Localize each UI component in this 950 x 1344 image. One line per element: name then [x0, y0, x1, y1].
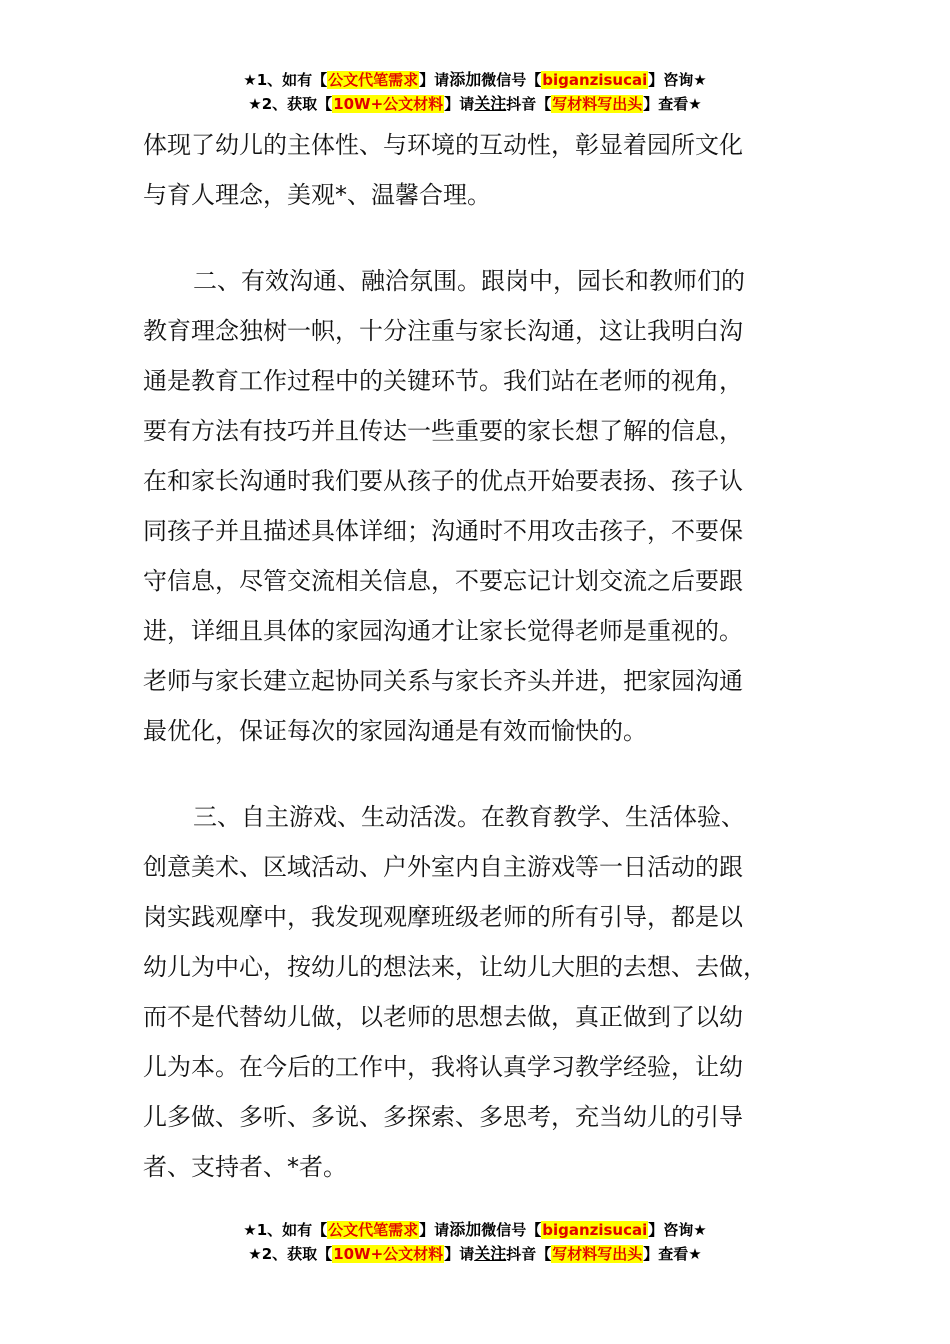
- highlight-douyin: 写材料写出头: [552, 95, 643, 113]
- text-line: 要有方法有技巧并且传达一些重要的家长想了解的信息，: [143, 417, 743, 445]
- text-line: 体现了幼儿的主体性、与环境的互动性，彰显着园所文化: [143, 131, 743, 159]
- banner-line-1: ★1、如有【公文代笔需求】请添加微信号【biganzisucai】咨询★: [243, 70, 707, 89]
- header-banner: [0, 68, 950, 116]
- text-line: 创意美术、区域活动、户外室内自主游戏等一日活动的跟: [143, 853, 743, 881]
- text-line: 最优化，保证每次的家园沟通是有效而愉快的。: [143, 717, 647, 745]
- text-line: 同孩子并且描述具体详细；沟通时不用攻击孩子，不要保: [143, 517, 743, 545]
- highlight-materials: 10W+公文材料: [333, 1245, 444, 1263]
- text-line: 守信息，尽管交流相关信息，不要忘记计划交流之后要跟: [143, 567, 743, 595]
- highlight-wechat-id: biganzisucai: [542, 1221, 648, 1239]
- text-line: 岗实践观摩中，我发现观摩班级老师的所有引导，都是以: [143, 903, 743, 931]
- highlight-service: 公文代笔需求: [328, 71, 419, 89]
- text-line: 在和家长沟通时我们要从孩子的优点开始要表扬、孩子认: [143, 467, 743, 495]
- text-line: 进，详细且具体的家园沟通才让家长觉得老师是重视的。: [143, 617, 743, 645]
- text-line: 与育人理念，美观*、温馨合理。: [143, 181, 491, 209]
- banner-line-2: ★2、获取【10W+公文材料】请关注抖音【写材料写出头】查看★: [248, 94, 702, 113]
- banner-line-2: ★2、获取【10W+公文材料】请关注抖音【写材料写出头】查看★: [248, 1244, 702, 1263]
- intro-paragraph: [143, 120, 823, 220]
- highlight-wechat-id: biganzisucai: [542, 71, 648, 89]
- text-line: 儿为本。在今后的工作中，我将认真学习教学经验，让幼: [143, 1053, 743, 1081]
- text-line: 教育理念独树一帜，十分注重与家长沟通，这让我明白沟: [143, 317, 743, 345]
- highlight-materials: 10W+公文材料: [333, 95, 444, 113]
- highlight-douyin: 写材料写出头: [552, 1245, 643, 1263]
- text-line: 通是教育工作过程中的关键环节。我们站在老师的视角，: [143, 367, 743, 395]
- document-body: [143, 120, 823, 1192]
- section-heading-line: 三、自主游戏、生动活泼。在教育教学、生活体验、: [193, 803, 745, 831]
- banner-line-1: ★1、如有【公文代笔需求】请添加微信号【biganzisucai】咨询★: [243, 1220, 707, 1239]
- text-line: 幼儿为中心，按幼儿的想法来，让幼儿大胆的去想、去做，: [143, 953, 767, 981]
- section-2-paragraph: [143, 256, 823, 756]
- footer-banner: [0, 1218, 950, 1266]
- section-heading-line: 二、有效沟通、融洽氛围。跟岗中，园长和教师们的: [193, 267, 745, 295]
- text-line: 儿多做、多听、多说、多探索、多思考，充当幼儿的引导: [143, 1103, 743, 1131]
- text-line: 老师与家长建立起协同关系与家长齐头并进，把家园沟通: [143, 667, 743, 695]
- highlight-service: 公文代笔需求: [328, 1221, 419, 1239]
- section-3-paragraph: [143, 792, 823, 1192]
- text-line: 者、支持者、*者。: [143, 1153, 347, 1181]
- text-line: 而不是代替幼儿做，以老师的思想去做，真正做到了以幼: [143, 1003, 743, 1031]
